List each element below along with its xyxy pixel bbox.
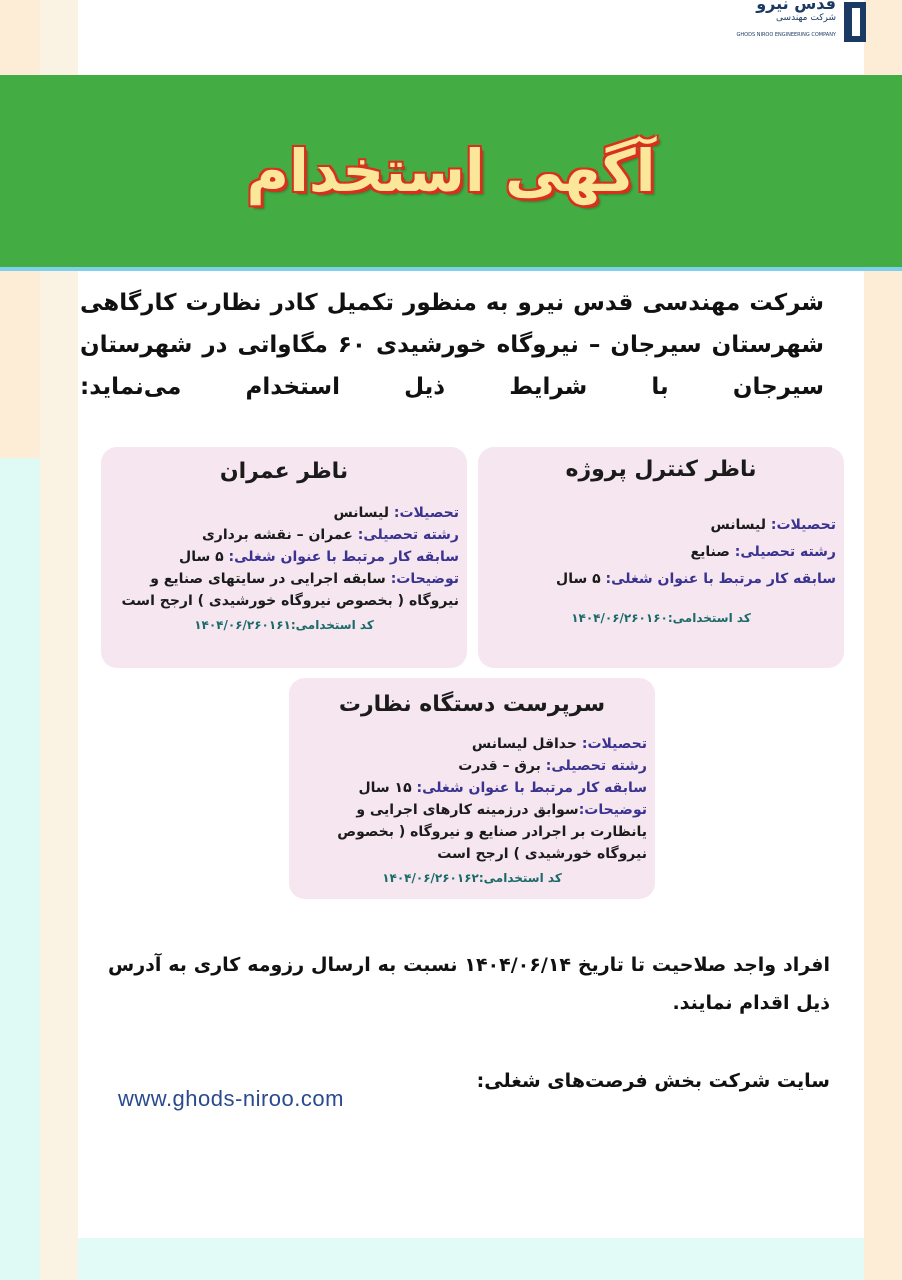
left-border-bottom bbox=[0, 458, 40, 1280]
bottom-band bbox=[78, 1238, 864, 1280]
company-logo bbox=[716, 0, 866, 46]
field-line: رشته تحصیلی: عمران – نقشه برداری bbox=[201, 527, 459, 543]
education-line: تحصیلات: لیسانس bbox=[333, 505, 459, 521]
job-code: کد استخدامی:۱۴۰۴/۰۶/۲۶۰۱۶۲ bbox=[382, 871, 562, 885]
job-title: ناظر عمران bbox=[219, 459, 349, 484]
job-code: کد استخدامی:۱۴۰۴/۰۶/۲۶۰۱۶۰ bbox=[571, 611, 751, 625]
experience-line: سابقه کار مرتبط با عنوان شغلی: ۵ سال bbox=[556, 571, 836, 587]
job-title: سرپرست دستگاه نظارت bbox=[338, 692, 606, 717]
job-card-civil bbox=[101, 447, 467, 668]
field-line: رشته تحصیلی: برق – قدرت bbox=[458, 758, 647, 774]
experience-line: سابقه کار مرتبط با عنوان شغلی: ۵ سال bbox=[179, 549, 459, 565]
education-line: تحصیلات: حداقل لیسانس bbox=[471, 736, 647, 752]
job-card-supervisor bbox=[289, 678, 655, 899]
job-details bbox=[297, 733, 647, 865]
apply-paragraph: افراد واجد صلاحیت تا تاریخ ۱۴۰۴/۰۶/۱۴ نسبت به ارسال رزومه کاری به آدرس ذیل اقدام نمایند. bbox=[108, 954, 830, 1014]
website-link[interactable]: www.ghods-niroo.com bbox=[118, 1086, 344, 1111]
intro-paragraph: شرکت مهندسی قدس نیرو به منظور تکمیل کادر نظارت کارگاهی شهرستان سیرجان – نیروگاه خورشیدی ۶۰ مگاواتی در شهرستان سیرجان با شرایط ذیل استخدام می‌نماید: bbox=[80, 290, 824, 400]
notes-line: توضیحات:سوابق درزمینه کارهای اجرایی و یانظارت بر اجرادر صنایع و نیروگاه ( بخصوص نیروگاه خورشیدی ) ارجح است bbox=[337, 802, 647, 862]
website-label: سایت شرکت بخش فرصت‌های شغلی: bbox=[476, 1070, 830, 1092]
job-card-project-control bbox=[478, 447, 844, 668]
job-code: کد استخدامی:۱۴۰۴/۰۶/۲۶۰۱۶۱ bbox=[194, 618, 374, 632]
page-title: آگهی استخدام bbox=[246, 137, 656, 205]
logo-name: قدس نیرو bbox=[756, 0, 836, 13]
job-title: ناظر کنترل پروژه bbox=[565, 457, 757, 482]
education-line: تحصیلات: لیسانس bbox=[710, 517, 836, 533]
job-details bbox=[486, 512, 836, 593]
logo-subtitle: شرکت مهندسی bbox=[776, 13, 836, 23]
field-line: رشته تحصیلی: صنایع bbox=[690, 544, 836, 560]
experience-line: سابقه کار مرتبط با عنوان شغلی: ۱۵ سال bbox=[358, 780, 647, 796]
job-details bbox=[109, 502, 459, 612]
logo-english: GHODS NIROO ENGINEERING COMPANY bbox=[736, 32, 836, 38]
title-banner bbox=[0, 75, 902, 271]
notes-line: توضیحات: سابقه اجرایی در سایتهای صنایع و نیروگاه ( بخصوص نیروگاه خورشیدی ) ارجح است bbox=[121, 571, 459, 609]
